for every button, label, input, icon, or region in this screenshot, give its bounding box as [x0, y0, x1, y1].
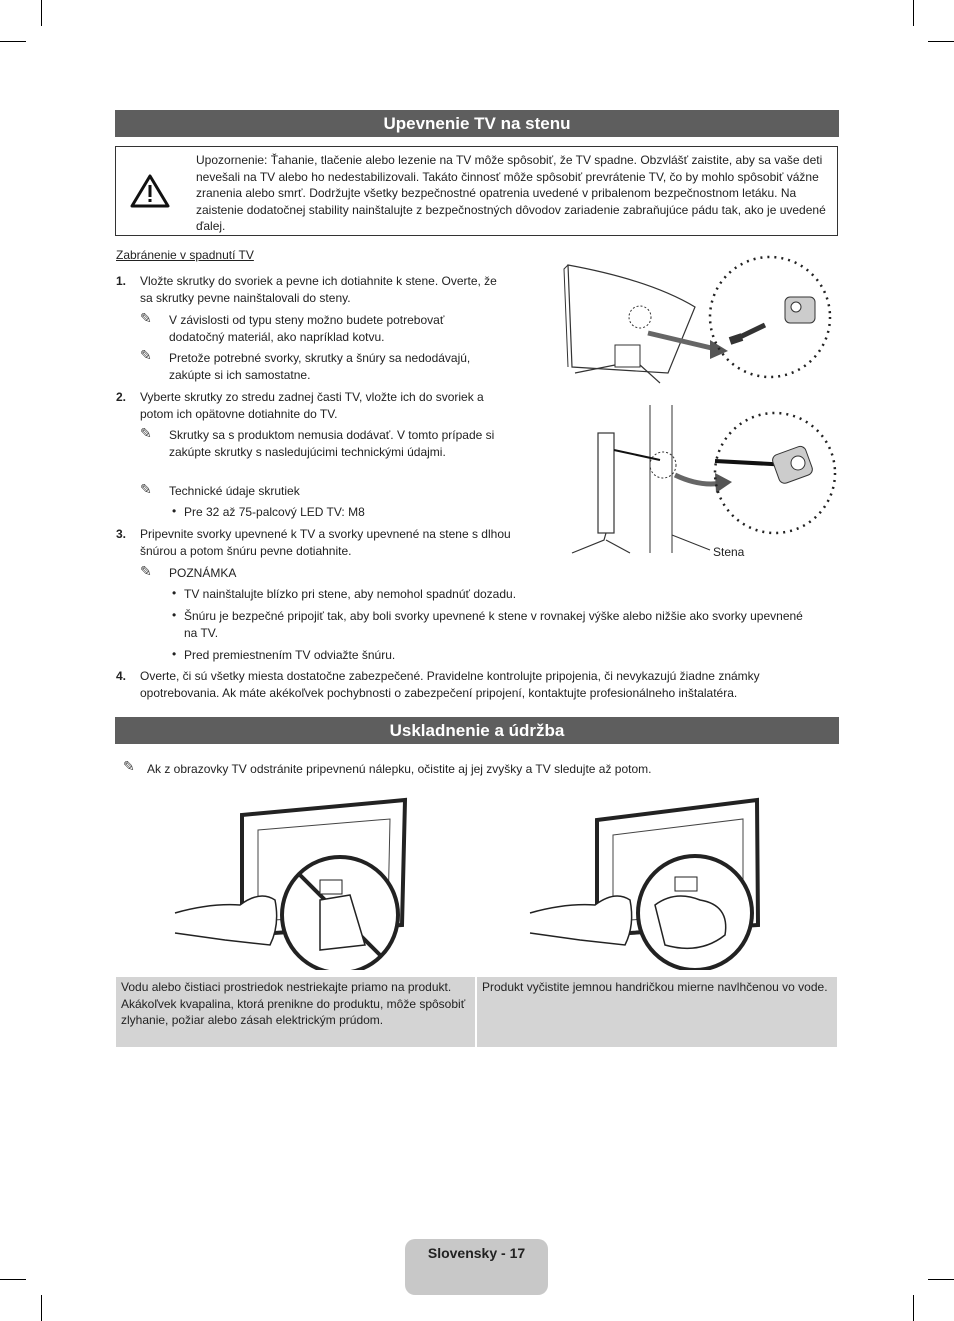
warning-triangle-icon — [130, 173, 170, 209]
bullet-text: Pre 32 až 75-palcový LED TV: M8 — [184, 505, 365, 519]
warning-text — [196, 152, 828, 235]
step-number: 2. — [116, 390, 127, 404]
section-title-storage: Uskladnenie a údržba — [115, 717, 839, 744]
tv-back-screw-illustration — [560, 255, 840, 405]
crop-mark — [928, 41, 954, 42]
crop-mark — [41, 1295, 42, 1321]
cleaning-wrong-illustration — [170, 795, 420, 970]
pencil-note-icon: ✎ — [140, 481, 152, 497]
crop-mark — [913, 1295, 914, 1321]
step-text: Overte, či sú všetky miesta dostatočne zabezpečené. Pravidelne kontrolujte pripojenia, či nevykazujú žiadne známky opotrebovania. Ak máte akékoľvek pochybnosti o zabezpečení pripojení, kontaktujte profesionálneho inštalatéra. — [140, 669, 760, 700]
step-text: Vyberte skrutky zo stredu zadnej časti TV, vložte ich do svoriek a potom ich opätovne dotiahnite do TV. — [140, 390, 484, 421]
bullet-dot: • — [172, 608, 177, 622]
subhead-fall-prevention: Zabránenie v spadnutí TV — [116, 248, 254, 262]
section-title-mount: Upevnenie TV na stenu — [115, 110, 839, 137]
crop-mark — [928, 1279, 954, 1280]
step-number: 1. — [116, 274, 127, 288]
pencil-note-icon: ✎ — [140, 347, 152, 363]
bullet-text: Pred premiestnením TV odviažte šnúru. — [184, 648, 396, 662]
bullet-text: Šnúru je bezpečné pripojiť tak, aby boli svorky upevnené k stene v rovnakej výške alebo nižšie ako svorky upevnené na TV. — [184, 609, 803, 640]
crop-mark — [913, 0, 914, 26]
step-number: 3. — [116, 527, 127, 541]
caption-correct: Produkt vyčistite jemnou handričkou mierne navlhčenou vo vode. — [477, 977, 837, 1047]
crop-mark — [41, 0, 42, 26]
storage-note: Ak z obrazovky TV odstránite pripevnenú nálepku, očistite aj jej zvyšky a TV sledujte až potom. — [147, 762, 652, 776]
note-text: Pretože potrebné svorky, skrutky a šnúry sa nedodávajú, zakúpte si ich samostatne. — [169, 351, 471, 382]
bullet-text: TV nainštalujte blízko pri stene, aby nemohol spadnúť dozadu. — [184, 587, 517, 601]
crop-mark — [0, 41, 26, 42]
step-number: 4. — [116, 669, 127, 683]
crop-mark — [0, 1279, 26, 1280]
cleaning-correct-illustration — [525, 795, 775, 970]
pencil-note-icon: ✎ — [140, 425, 152, 441]
step-text: Vložte skrutky do svoriek a pevne ich dotiahnite k stene. Overte, že sa skrutky pevne nainštalovali do steny. — [140, 274, 497, 305]
warning-body: : Ťahanie, tlačenie alebo lezenie na TV môže spôsobiť, že TV spadne. Obzvlášť zaistite, aby sa vaše deti nevešali na TV alebo ho nedestabilizovali. Takáto činnosť môže spôsobiť prevrátenie TV, čo by mohlo spôsobiť vážne zranenia alebo smrť. Dodržujte všetky bezpečnostné opatrenia uvedené v pribalenom bezpečnostnom letáku. Na zaistenie dodatočnej stability nainštalujte z bezpečnostných dôvodov zariadenie zabraňujúce pádu tak, ako je uvedené ďalej. — [196, 153, 826, 233]
bullet-dot: • — [172, 504, 177, 518]
pencil-note-icon: ✎ — [123, 758, 135, 774]
note-text: Skrutky sa s produktom nemusia dodávať. V tomto prípade si zakúpte skrutky s nasledujúcimi technickými údajmi. — [169, 428, 495, 459]
tv-side-wall-illustration — [560, 405, 850, 565]
warning-box — [115, 146, 838, 236]
page-footer: Slovensky - 17 — [405, 1239, 548, 1295]
note-text: Technické údaje skrutiek — [169, 484, 300, 498]
warning-label: Upozornenie — [196, 153, 265, 167]
bullet-dot: • — [172, 647, 177, 661]
bullet-dot: • — [172, 586, 177, 600]
note-label: POZNÁMKA — [169, 566, 237, 580]
note-text: V závislosti od typu steny možno budete potrebovať dodatočný materiál, ako napríklad kotvu. — [169, 313, 445, 344]
step-text: Pripevnite svorky upevnené k TV a svorky upevnené na stene s dlhou šnúrou a potom šnúru pevne dotiahnite. — [140, 527, 511, 558]
wall-label: Stena — [713, 545, 745, 559]
pencil-note-icon: ✎ — [140, 310, 152, 326]
pencil-note-icon: ✎ — [140, 563, 152, 579]
caption-wrong: Vodu alebo čistiaci prostriedok nestriekajte priamo na produkt. Akákoľvek kvapalina, ktorá prenikne do produktu, môže spôsobiť zlyhanie, požiar alebo zásah elektrickým prúdom. — [116, 977, 475, 1047]
